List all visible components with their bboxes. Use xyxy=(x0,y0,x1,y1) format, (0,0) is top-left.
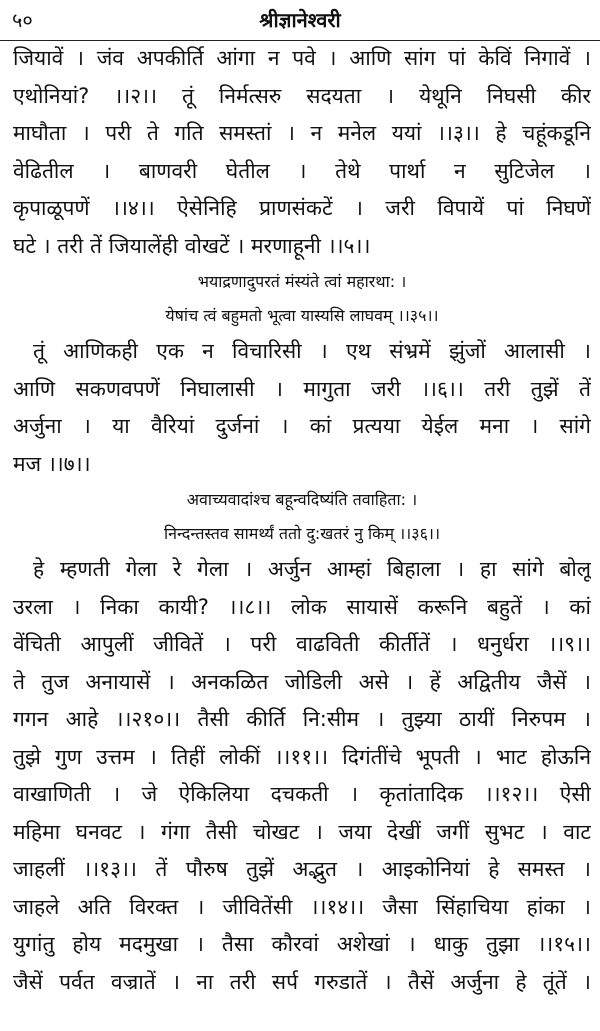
ovi-line: गगन आहे ।।२१०।। तैसी कीर्ति नि:सीम । तुझ्या ठायीं निरुपम । xyxy=(13,707,591,731)
ovi-line: उरला । निका कायी? ।।८।। लोक सायासें करूनि बहुतें । कां xyxy=(13,594,591,619)
page-number: ५० xyxy=(12,8,33,32)
ovi-line: कृपाळूपणें ।।४।। ऐसेनिहि प्राणसंकटें । जरी विपायें पां निघणें xyxy=(13,196,591,220)
ovi-line: जियावें । जंव अपकीर्ति आंगा न पवे । आणि सांग पां केविं निगावें । xyxy=(13,46,591,70)
ovi-line: ते तुज अनायासें । अनकळित जोडिली असे । हें अद्वितीय जैसें । xyxy=(13,669,591,694)
ovi-line: वेंचिती आपुलीं जीवितें । परी वाढविती कीर्तीतें । धनुर्धरा ।।९।। xyxy=(13,632,591,656)
ovi-line: घटे । तरी तें जियालेंही वोखटें । मरणाहूनी ।।५।। xyxy=(13,233,371,258)
ovi-line: जैसें पर्वत वज्रातें । ना तरी सर्प गरुडातें । तैसें अर्जुना हे तूंतें । xyxy=(13,969,591,994)
sanskrit-verse-line: भयाद्रणादुपरतं मंस्यंते त्वां महारथा: । xyxy=(197,272,407,291)
ovi-line: वाखाणिती । जे ऐकिलिया दचकती । कृतांतादिक ।।१२।। ऐसी xyxy=(13,782,591,806)
ovi-line: अर्जुना । या वैरियां दुर्जनां । कां प्रत्यया येईल मना । सांगे xyxy=(13,414,591,438)
sanskrit-verse-line: येषांच त्वं बहुमतो भूत्वा यास्यसि लाघवम् ।।३५।। xyxy=(165,306,439,325)
sanskrit-verse-line: अवाच्यवादांश्च बहून्वदिष्यंति तवाहिता: । xyxy=(186,490,418,509)
ovi-line: जाहले अति विरक्त । जीवितेंसी ।।१४।। जैसा सिंहाचिया हांका । xyxy=(13,894,591,919)
ovi-line: माघौता । परी ते गति समस्तां । न मनेल ययां ।।३।। हे चहूंकडूनि xyxy=(13,121,591,145)
ovi-line: तूं आणिकही एक न विचारिसी । एथ संभ्रमें झुंजों आलासी । xyxy=(33,339,591,363)
ovi-line: जाहलीं ।।१३।। तें पौरुष तुझें अद्भुत । आइकोनियां हे समस्त । xyxy=(13,857,591,881)
ovi-line: मज ।।७।। xyxy=(13,451,91,476)
ovi-line: महिमा घनवट । गंगा तैसी चोखट । जया देखीं जगीं सुभट । वाट xyxy=(13,819,591,844)
ovi-line: आणि सकणवपणें निघालासी । मागुता जरी ।।६।। तरी तुझें तें xyxy=(13,376,591,401)
ovi-line: वेढितील । बाणवरी घेतील । तेथे पार्था न सुटिजेल । xyxy=(13,158,591,183)
page-header xyxy=(0,0,600,41)
ovi-line: हे म्हणती गेला रे गेला । अर्जुन आम्हां बिहाला । हा सांगे बोलू xyxy=(33,557,591,581)
page-content xyxy=(13,40,591,1001)
ovi-line: एथोनियां? ।।२।। तूं निर्मत्सरु सदयता । येथूनि निघसी कीर xyxy=(13,83,591,108)
running-title: श्रीज्ञानेश्वरी xyxy=(259,8,341,32)
ovi-line: युगांतु होय मदमुखा । तैसा कौरवां अशेखां । धाकु तुझा ।।१५।। xyxy=(13,932,591,956)
sanskrit-verse-line: निन्दन्तस्तव सामर्थ्यं ततो दु:खतरं नु किम् ।।३६।। xyxy=(163,524,441,543)
ovi-line: तुझे गुण उत्तम । तिहीं लोकीं ।।११।। दिगंतींचे भूपती । भाट होऊनि xyxy=(13,744,591,769)
